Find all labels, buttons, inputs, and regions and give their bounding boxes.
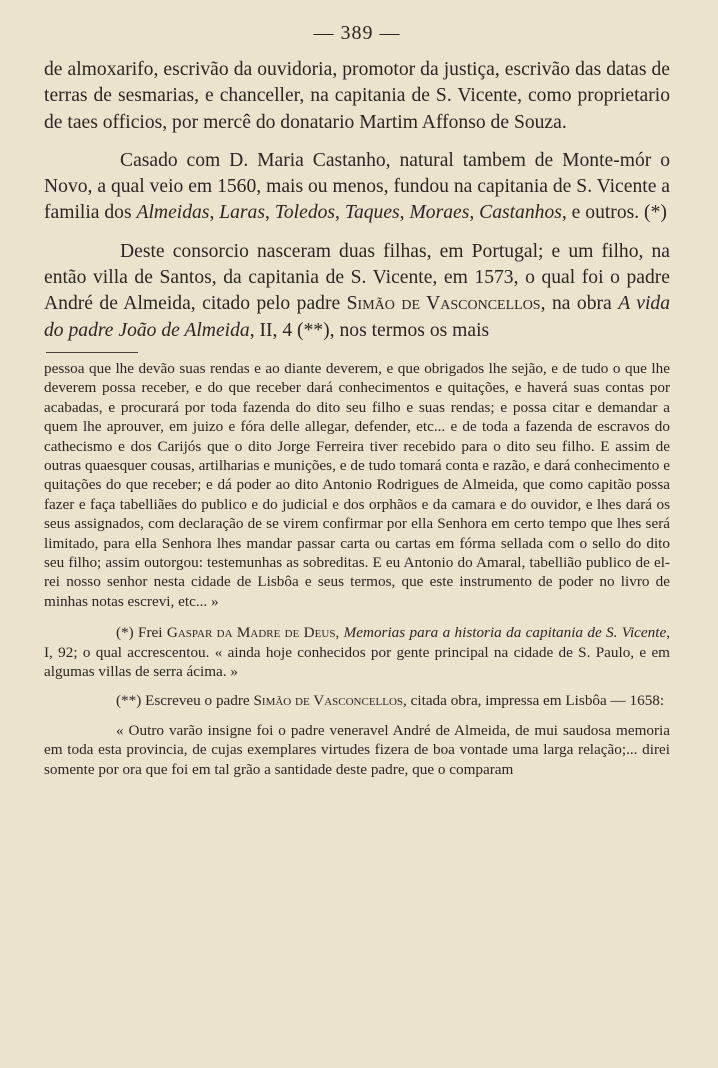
paragraph-3-text-a: Deste consorcio nasceram duas filhas, em Portugal; e um filho, na então villa de Santos, da capitania de S. Vicente, em 1573, o qual foi o padre André de Almeida, citado pelo padre (44, 240, 670, 315)
family-name-moraes: Moraes (409, 202, 470, 224)
footnote-2-quote: « Outro varão insigne foi o padre veneravel André de Almeida, de mui saudosa memoria em toda esta provincia, de cujas exemplares virtudes fizera de boa vontade uma larga relação;... direi somente por ora que foi em tal grão a santidade deste padre, que o comparam (44, 721, 670, 778)
footnote-1-author: Gaspar da Madre de Deus (166, 624, 336, 642)
family-name-castanhos: Castanhos (479, 202, 562, 224)
separator: , (335, 202, 345, 224)
main-text (44, 57, 670, 344)
family-name-almeidas: Almeidas (136, 202, 210, 224)
author-name: Simão de Vasconcellos (346, 293, 541, 315)
paragraph-2-text-b: , e outros. (*) (561, 202, 667, 224)
paragraph-2-text-a: Casado com D. Maria Castanho, natural tambem de Monte-mór o Novo, a qual veio em 1560, mais ou menos, fundou na capitania de S. Vicente a familia dos (44, 149, 670, 224)
separator: , (264, 202, 275, 224)
paragraph-2 (44, 148, 670, 227)
footnote-1-work: Memorias para a historia da capitania de S. Vicente (343, 624, 667, 642)
work-title: A vida do padre João de Almeida (44, 293, 670, 341)
separator: , (399, 202, 410, 224)
separator: , (469, 202, 480, 224)
paragraph-3-text-c: , II, 4 (**), nos termos os mais (249, 319, 490, 341)
family-name-toledos: Toledos (274, 202, 336, 224)
footnote-2-text-b: , citada obra, impressa em Lisbôa — 1658: (403, 692, 665, 710)
footnote-2-text-a: (**) Escreveu o padre (116, 692, 254, 710)
quoted-document-continuation: pessoa que lhe devão suas rendas e ao diante deverem, e que obrigados lhe sejão, e de tudo o que lhe deverem possa receber, e do que receber dará conhecimentos e quitações, e haverá suas contas por acabadas, e procurará por toda fazenda do dito seu filho e suas rendas; e possa citar e demandar a quem lhe aprouver, em juizo e fóra delle allegar, defender, etc... e de toda a fazenda de escravos do cathecismo e dos Carijós que o dito Jorge Ferreira tiver recebido para o dito seu filho. E assim de outras quaesquer cousas, artilharias e munições, e de tudo tomará conta e razão, e dará conhecimento e quitações do que receber; e dá poder ao dito Antonio Rodrigues de Almeida, que como capitão possa fazer e faça tabelliães do publico e do judicial e dos orphãos e da camara e do ouvidor, e lhes dará os seus assignados, com declaração de se virem confirmar por ella Senhora em certo tempo que lhes será limitado, para ella Senhora lhes mandar passar carta ou cartas em fórma sellada com o sello do dito seu filho; assim outorgou: testemunhas as sobreditas. E eu Antonio do Amaral, tabellião publico de el-rei nosso senhor nesta cidade de Lisbôa e seus termos, que este instrumento de poder no livro de minhas notas escrevi, etc... » (44, 359, 670, 610)
footnote-divider (46, 352, 138, 353)
footnotes (44, 359, 670, 779)
footnote-2 (44, 691, 670, 710)
separator: , (335, 624, 344, 642)
separator: , (209, 202, 220, 224)
family-name-taques: Taques (344, 202, 400, 224)
paragraph-3 (44, 239, 670, 344)
footnote-1 (44, 623, 670, 681)
family-name-laras: Laras (219, 202, 265, 224)
paragraph-1: de almoxarifo, escrivão da ouvidoria, promotor da justiça, escrivão das datas de terras de sesmarias, e chanceller, na capitania de S. Vicente, como proprietario de taes officios, por mercê do donatario Martim Affonso de Souza. (44, 59, 670, 133)
footnote-1-rest: , I, 92; o qual accrescentou. « ainda hoje conhecidos por gente principal na cidade de S. Paulo, e em algumas villas de serra ácima. » (44, 624, 670, 681)
footnote-2-author: Simão de Vasconcellos (253, 692, 404, 710)
paragraph-3-text-b: , na obra (540, 293, 619, 315)
page-number: — 389 — (313, 22, 401, 44)
footnote-1-mark: (*) Frei (116, 624, 167, 642)
